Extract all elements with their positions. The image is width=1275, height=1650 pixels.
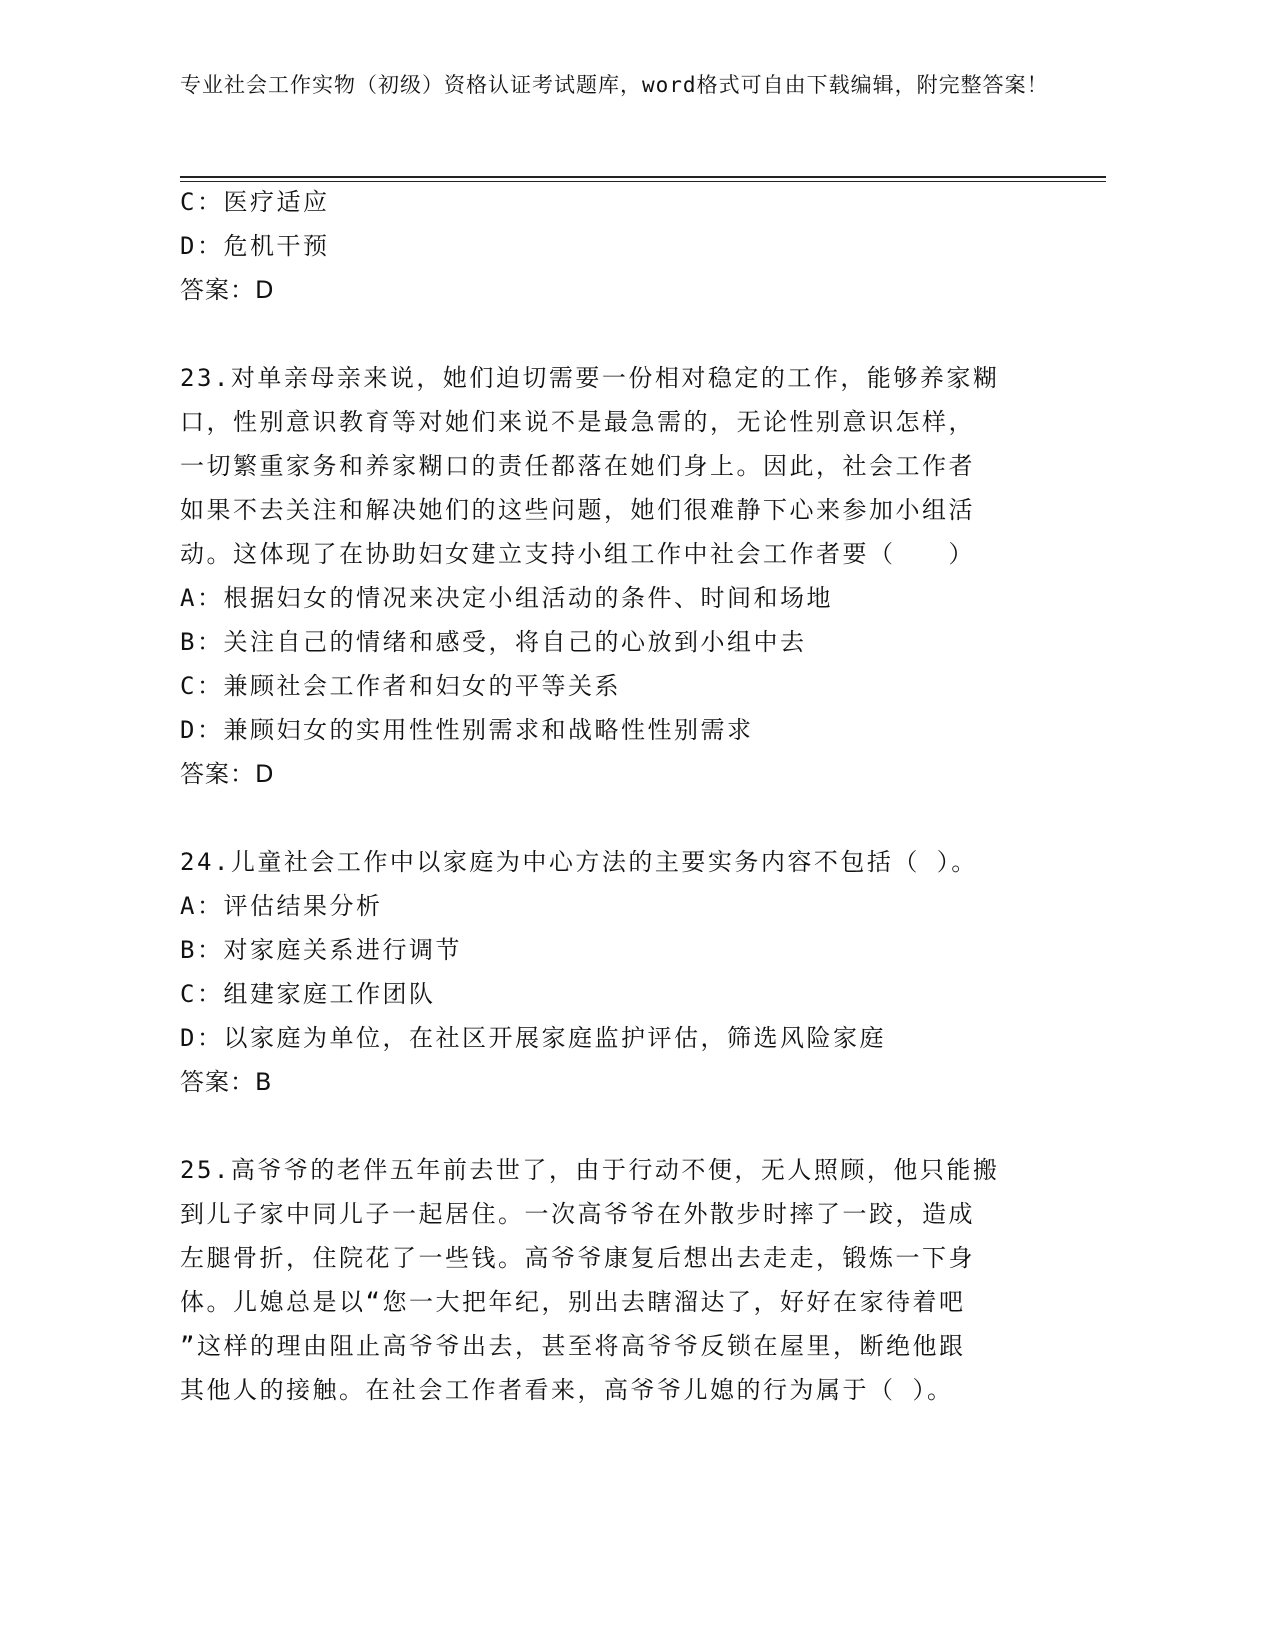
- question-text-line: 左腿骨折，住院花了一些钱。高爷爷康复后想出去走走，锻炼一下身: [180, 1244, 975, 1272]
- option-a: A：评估结果分析: [180, 892, 383, 920]
- question-text-line: 如果不去关注和解决她们的这些问题，她们很难静下心来参加小组活: [180, 496, 975, 524]
- question-text-line: 动。这体现了在协助妇女建立支持小组工作中社会工作者要（ ）: [180, 540, 975, 568]
- option-d: D：兼顾妇女的实用性性别需求和战略性性别需求: [180, 716, 754, 744]
- question-text-line: 到儿子家中同儿子一起居住。一次高爷爷在外散步时摔了一跤，造成: [180, 1200, 975, 1228]
- question-text-line: 一切繁重家务和养家糊口的责任都落在她们身上。因此，社会工作者: [180, 452, 975, 480]
- option-c: C：组建家庭工作团队: [180, 980, 436, 1008]
- option-b: B：关注自己的情绪和感受，将自己的心放到小组中去: [180, 628, 807, 656]
- document-body: [180, 180, 1060, 1412]
- question-25: [180, 1148, 1060, 1412]
- question-text-line: 口，性别意识教育等对她们来说不是最急需的，无论性别意识怎样，: [180, 408, 975, 436]
- option-d: D：危机干预: [180, 232, 330, 260]
- answer-line: 答案：D: [180, 276, 275, 304]
- question-text-line: 23.对单亲母亲来说，她们迫切需要一份相对稳定的工作，能够养家糊: [180, 364, 1000, 392]
- question-text-line: 25.高爷爷的老伴五年前去世了，由于行动不便，无人照顾，他只能搬: [180, 1156, 1000, 1184]
- question-text-line: ”这样的理由阻止高爷爷出去，甚至将高爷爷反锁在屋里，断绝他跟: [180, 1332, 966, 1360]
- question-24: [180, 840, 1060, 1104]
- option-c: C：医疗适应: [180, 188, 330, 216]
- option-b: B：对家庭关系进行调节: [180, 936, 462, 964]
- page-header: 专业社会工作实物（初级）资格认证考试题库，word格式可自由下载编辑，附完整答案！: [180, 73, 1049, 97]
- option-c: C：兼顾社会工作者和妇女的平等关系: [180, 672, 621, 700]
- option-a: A：根据妇女的情况来决定小组活动的条件、时间和场地: [180, 584, 833, 612]
- option-d: D：以家庭为单位，在社区开展家庭监护评估，筛选风险家庭: [180, 1024, 886, 1052]
- answer-line: 答案：D: [180, 760, 275, 788]
- question-text-line: 24.儿童社会工作中以家庭为中心方法的主要实务内容不包括（ ）。: [180, 848, 978, 876]
- answer-line: 答案：B: [180, 1068, 273, 1096]
- prev-question: [180, 180, 1060, 312]
- question-text-line: 其他人的接触。在社会工作者看来，高爷爷儿媳的行为属于（ ）。: [180, 1376, 954, 1404]
- question-23: [180, 356, 1060, 796]
- question-text-line: 体。儿媳总是以“您一大把年纪，别出去瞎溜达了，好好在家待着吧: [180, 1288, 966, 1316]
